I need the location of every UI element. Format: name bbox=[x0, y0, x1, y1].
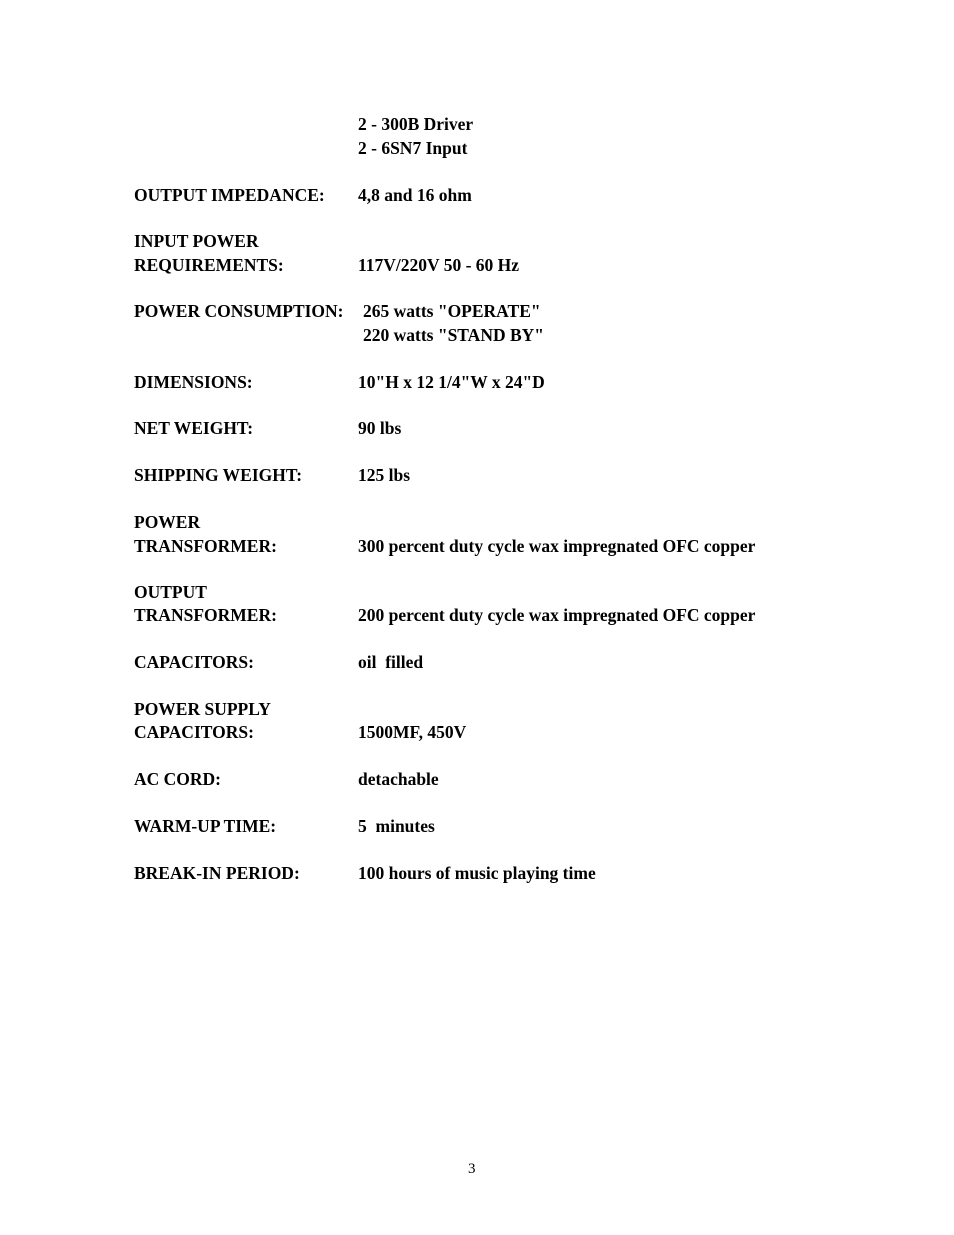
warmup-time-label: WARM-UP TIME: bbox=[134, 816, 277, 836]
break-in-period-label: BREAK-IN PERIOD: bbox=[134, 863, 300, 883]
ac-cord-value: detachable bbox=[358, 769, 439, 789]
output-transformer-value: 200 percent duty cycle wax impregnated OFC copper bbox=[358, 605, 756, 625]
shipping-weight-label: SHIPPING WEIGHT: bbox=[134, 465, 303, 485]
net-weight-value: 90 lbs bbox=[358, 418, 402, 438]
output-transformer-label-line2: TRANSFORMER: bbox=[134, 605, 277, 625]
page-number: 3 bbox=[468, 1161, 476, 1177]
power-consumption-standby-value: 220 watts "STAND BY" bbox=[363, 325, 544, 345]
power-transformer-label-line2: TRANSFORMER: bbox=[134, 536, 277, 556]
tubes-input-value: 2 - 6SN7 Input bbox=[358, 138, 468, 158]
dimensions-value: 10"H x 12 1/4"W x 24"D bbox=[358, 372, 545, 392]
capacitors-label: CAPACITORS: bbox=[134, 652, 254, 672]
power-transformer-label-line1: POWER bbox=[134, 512, 201, 532]
output-transformer-label-line1: OUTPUT bbox=[134, 582, 207, 602]
psu-capacitors-label-line2: CAPACITORS: bbox=[134, 722, 254, 742]
power-consumption-label: POWER CONSUMPTION: bbox=[134, 301, 344, 321]
input-power-label-line2: REQUIREMENTS: bbox=[134, 255, 284, 275]
net-weight-label: NET WEIGHT: bbox=[134, 418, 254, 438]
input-power-label-line1: INPUT POWER bbox=[134, 231, 259, 251]
output-impedance-label: OUTPUT IMPEDANCE: bbox=[134, 185, 325, 205]
tubes-driver-value: 2 - 300B Driver bbox=[358, 114, 474, 134]
ac-cord-label: AC CORD: bbox=[134, 769, 222, 789]
output-impedance-value: 4,8 and 16 ohm bbox=[358, 185, 472, 205]
psu-capacitors-value: 1500MF, 450V bbox=[358, 722, 467, 742]
input-power-value: 117V/220V 50 - 60 Hz bbox=[358, 255, 520, 275]
power-transformer-value: 300 percent duty cycle wax impregnated OFC copper bbox=[358, 536, 756, 556]
shipping-weight-value: 125 lbs bbox=[358, 465, 411, 485]
dimensions-label: DIMENSIONS: bbox=[134, 372, 253, 392]
power-consumption-operate-value: 265 watts "OPERATE" bbox=[363, 301, 541, 321]
psu-capacitors-label-line1: POWER SUPPLY bbox=[134, 699, 271, 719]
break-in-period-value: 100 hours of music playing time bbox=[358, 863, 596, 883]
warmup-time-value: 5 minutes bbox=[358, 816, 435, 836]
capacitors-value: oil filled bbox=[358, 652, 424, 672]
